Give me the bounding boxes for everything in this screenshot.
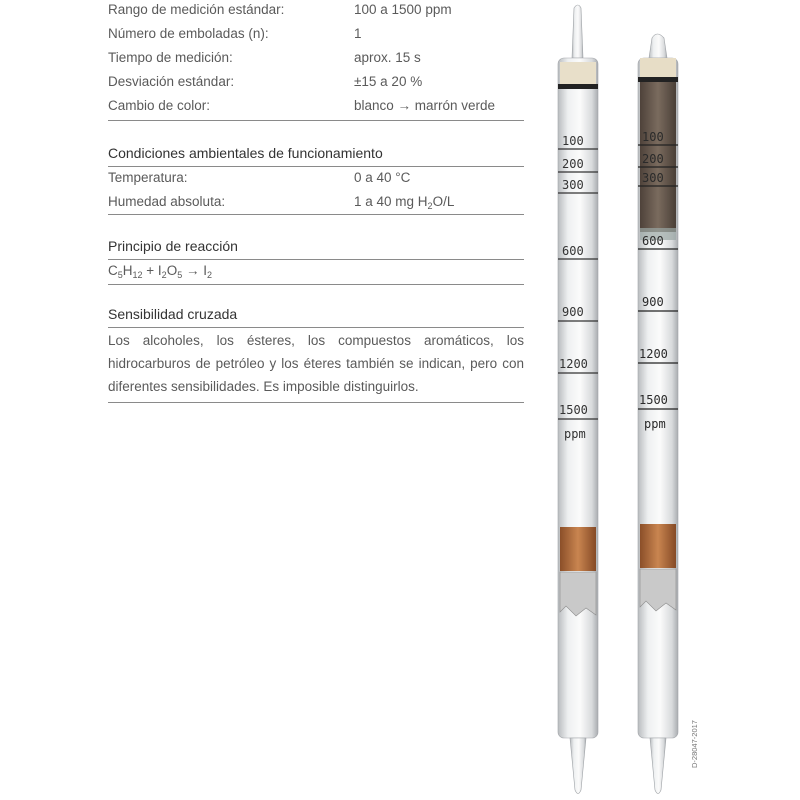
cond-value-temperature: 0 a 40 °C [354,170,411,185]
tube-used-plug [640,58,676,78]
detector-tubes-image [540,0,700,800]
tube-used-tick-200: 200 [642,152,664,166]
document-id: D-28047-2017 [690,720,699,768]
tube-fresh-tip-bottom [570,738,586,794]
cross-paragraph: Los alcoholes, los ésteres, los compuestos aromáticos, los hidrocarburos de petróleo y los éteres también se indican, pero con diferentes sensibilidades. Es imposible distinguirlos. [108,333,524,394]
tube-fresh-plug [560,62,596,84]
tube-used-tick-900: 900 [642,295,664,309]
rule-conditions-bottom [108,214,524,215]
spec-label-range: Rango de medición estándar: [108,2,285,17]
rule-cross-top [108,327,524,328]
tube-fresh-filler [560,527,596,571]
tube-fresh [558,5,598,794]
rule-reaction-bottom [108,284,524,285]
tube-fresh-band [558,84,598,89]
tube-used-tick-100: 100 [642,130,664,144]
tube-used-tick-1500: 1500 [639,393,668,407]
tube-used [638,34,678,794]
tube-used-tick-300: 300 [642,171,664,185]
rule-conditions-top [108,166,524,167]
rule-reaction-top [108,259,524,260]
tube-fresh-tick-100: 100 [562,134,584,148]
tube-fresh-unit: ppm [564,427,586,441]
cond-label-temperature: Temperatura: [108,170,188,185]
tube-used-band [638,77,678,82]
tube-fresh-tick-600: 600 [562,244,584,258]
conditions-heading: Condiciones ambientales de funcionamiento [108,145,383,161]
tube-fresh-tick-1500: 1500 [559,403,588,417]
rule-cross-bottom [108,402,524,403]
tube-used-tip-top [649,34,667,58]
tube-fresh-tick-1200: 1200 [559,357,588,371]
cond-label-humidity: Humedad absoluta: [108,194,226,209]
rule-specs-bottom [108,120,524,121]
tube-fresh-tip-top [572,5,583,58]
spec-label-deviation: Desviación estándar: [108,74,235,89]
tube-used-tick-1200: 1200 [639,347,668,361]
tube-used-unit: ppm [644,417,666,431]
cond-value-humidity: 1 a 40 mg $H_2O/L$ [354,194,455,211]
tube-used-tick-600: 600 [642,234,664,248]
spec-label-time: Tiempo de medición: [108,50,233,65]
spec-value-deviation: ±15 a 20 % [354,74,423,89]
reaction-heading: Principio de reacción [108,238,238,254]
spec-label-color: Cambio de color: [108,98,211,113]
spec-label-strokes: Número de emboladas (n): [108,26,269,41]
tube-used-tip-bottom [650,738,666,794]
tube-fresh-tick-900: 900 [562,305,584,319]
cross-heading: Sensibilidad cruzada [108,306,238,322]
spec-value-color: blanco → marrón verde [354,98,496,113]
tube-fresh-tick-200: 200 [562,157,584,171]
spec-value-range: 100 a 1500 ppm [354,2,452,17]
reaction-formula: $C_5H_{12} + I_2O_5 \to I_2$ [108,263,212,280]
spec-value-time: aprox. 15 s [354,50,421,65]
tube-used-filler [640,524,676,568]
spec-value-strokes: 1 [354,26,362,41]
tube-fresh-tick-300: 300 [562,178,584,192]
